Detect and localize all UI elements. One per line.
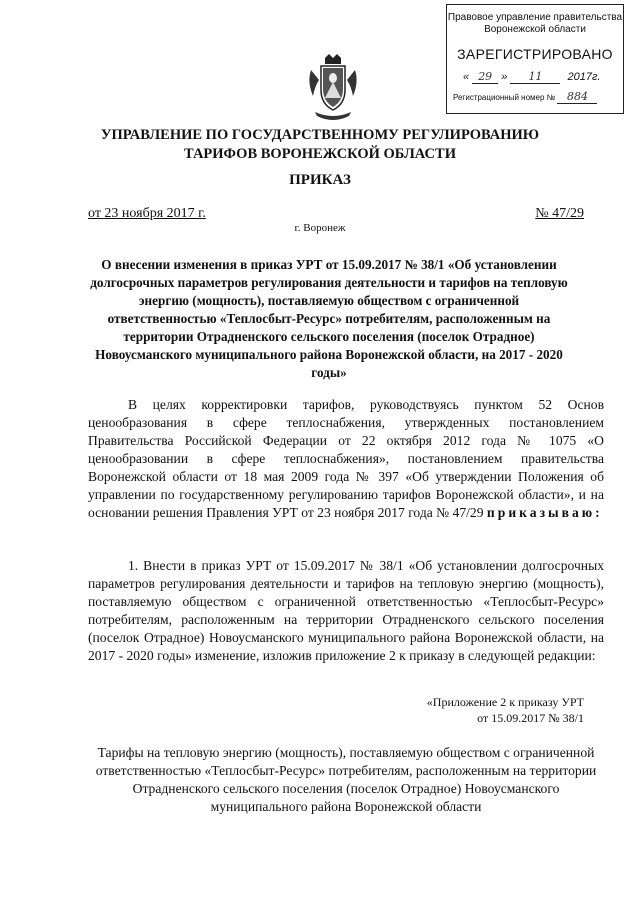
stamp-date-close-quote: » [501,71,508,83]
organization-name-line2: ТАРИФОВ ВОРОНЕЖСКОЙ ОБЛАСТИ [184,146,456,162]
preamble-text: В целях корректировки тарифов, руководствуясь пунктом 52 Основ ценообразования в сфере теплоснабжения, утвержденных постановлением Правительства Российской Федерации от 22 октября 2012 года № 1075 «О ценообразовании в сфере теплоснабжения», постановлением правительства Воронежской области от 18 мая 2009 года № 397 «Об утверждении Положения об управлении по государственному регулированию тарифов Воронежской области», и на основании решения Правления УРТ от 23 ноября 2017 года № 47/29 [88,397,604,520]
stamp-reg-number [447,90,623,104]
organization-name-line1: УПРАВЛЕНИЕ ПО ГОСУДАРСТВЕННОМУ РЕГУЛИРОВАНИЮ [100,127,540,143]
order-date: от 23 ноября 2017 г. [88,206,206,221]
document-type: ПРИКАЗ [289,172,351,188]
stamp-date-day: 29 [472,70,498,84]
voronezh-coat-of-arms-icon [305,52,361,122]
stamp-date-year: 2017г. [567,71,601,83]
stamp-date [447,70,623,84]
appendix-line1: «Приложение 2 к приказу УРТ [426,695,584,709]
stamp-reg-number-value: 884 [557,90,597,104]
stamp-date-open-quote: « [463,71,470,83]
stamp-registered: ЗАРЕГИСТРИРОВАНО [457,46,613,62]
stamp-authority-line2: Воронежской области [484,24,586,35]
preamble-paragraph [88,396,604,522]
appendix-line2: от 15.09.2017 № 38/1 [477,711,584,725]
registration-stamp [446,4,624,114]
order-city: г. Воронеж [294,222,346,234]
order-heading: О внесении изменения в приказ УРТ от 15.09.2017 № 38/1 «Об установлении долгосрочных параметров регулирования деятельности и тарифов на тепловую энергию (мощность), поставляемую обществом с ограниченной ответственностью «Теплосбыт-Ресурс» потребителям, расположенным на территории Отрадненского сельского поселения (поселок Отрадное) Новоусманского муниципального района Воронежской области, на 2017 - 2020 годы» [90,257,568,380]
stamp-reg-label: Регистрационный номер № [453,93,556,102]
stamp-authority-line1: Правовое управление правительства [447,12,623,23]
appendix-reference [427,694,584,726]
item-1-paragraph: 1. Внести в приказ УРТ от 15.09.2017 № 38/1 «Об установлении долгосрочных параметров регулирования деятельности и тарифов на тепловую энергию (мощность), поставляемую обществом с ограниченной ответственностью «Теплосбыт-Ресурс» потребителям, расположенным на территории Отрадненского сельского поселения (поселок Отрадное) Новоусманского муниципального района Воронежской области, на 2017 - 2020 годы» изменение, изложив приложение 2 к приказу в следующей редакции: [88,558,604,663]
order-word: приказываю: [486,505,603,520]
stamp-date-month: 11 [510,70,560,84]
order-number: № 47/29 [535,206,584,221]
tariff-table-title: Тарифы на тепловую энергию (мощность), поставляемую обществом с ограниченной ответственностью «Теплосбыт-Ресурс» потребителям, расположенным на территории Отрадненского сельского поселения (поселок Отрадное) Новоусманского муниципального района Воронежской области [95,745,597,814]
